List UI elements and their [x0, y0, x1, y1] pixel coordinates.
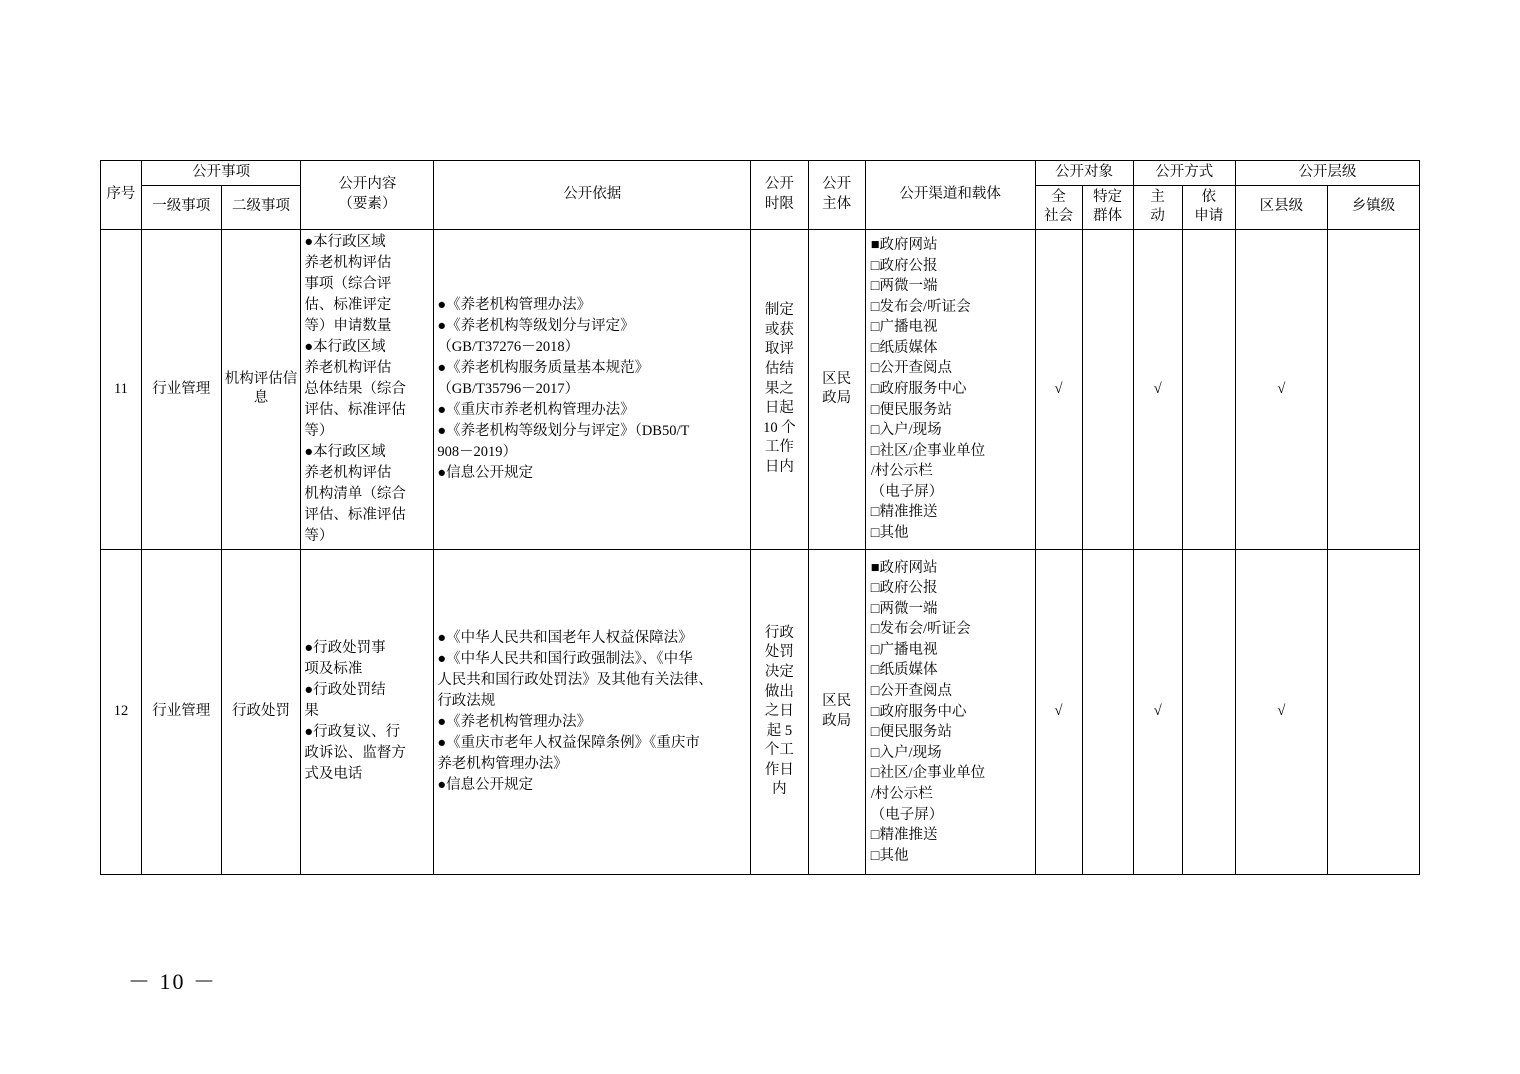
channel-item	[869, 558, 1032, 579]
content-line: 项及标准	[304, 661, 363, 678]
time-line: 处罚	[764, 644, 794, 661]
channel-label: 广播电视	[879, 641, 938, 658]
channel-label: 入户/现场	[879, 744, 942, 761]
channel-item	[869, 338, 1032, 359]
content-line: 估、标准评定	[304, 296, 392, 313]
cell-level-district: √	[1235, 549, 1327, 874]
header-channel: 公开渠道和载体	[865, 161, 1035, 230]
header-audience-specific-line1: 特定	[1093, 188, 1123, 205]
channel-label: （电子屏）	[870, 806, 944, 823]
channel-item	[869, 825, 1032, 846]
time-line: 内	[772, 781, 787, 798]
header-time-line2: 时限	[764, 195, 794, 212]
header-seq	[101, 161, 142, 230]
page-number: － 10 －	[128, 969, 218, 994]
channel-item	[869, 358, 1032, 379]
cell-level2-text: 机构评估信息	[224, 370, 298, 407]
checkbox-icon[interactable]: □	[870, 724, 880, 741]
checkbox-icon[interactable]: □	[870, 401, 880, 418]
cell-time-limit	[751, 549, 808, 874]
header-public-items: 公开事项	[141, 161, 301, 186]
time-line: 决定	[764, 664, 794, 681]
header-audience-all-line1: 全	[1051, 188, 1066, 205]
cell-level1-text: 行业管理	[152, 380, 211, 397]
channel-label: 发布会/听证会	[879, 621, 971, 638]
channel-item	[869, 660, 1032, 681]
channel-label: 公开查阅点	[879, 360, 953, 377]
content-line: ●本行政区域	[304, 443, 386, 460]
header-level1-text: 一级事项	[152, 198, 211, 215]
header-level: 公开层级	[1235, 161, 1419, 186]
header-content-line1: 公开内容	[338, 176, 397, 193]
channel-item	[869, 256, 1032, 277]
basis-line: ●《中华人民共和国老年人权益保障法》	[437, 629, 693, 646]
content-line: 机构清单（综合	[304, 485, 406, 502]
cell-seq: 11	[101, 229, 142, 549]
basis-line: （GB/T37276－2018）	[437, 338, 580, 355]
channel-item	[869, 235, 1032, 256]
basis-line: 行政法规	[437, 692, 496, 709]
checkbox-icon[interactable]: □	[870, 621, 880, 638]
header-method-apply	[1182, 185, 1235, 229]
content-line: 总体结果（综合	[304, 380, 406, 397]
header-audience-all-line2: 社会	[1044, 208, 1074, 225]
cell-audience-all: √	[1035, 549, 1082, 874]
header-audience-all	[1035, 185, 1082, 229]
channel-item	[869, 784, 1032, 805]
time-line: 行政	[764, 624, 794, 641]
header-level-town: 乡镇级	[1327, 185, 1419, 229]
channel-item	[869, 317, 1032, 338]
subject-line: 区民	[822, 370, 852, 387]
content-line: ●行政复议、行	[304, 724, 401, 741]
channel-item	[869, 619, 1032, 640]
basis-line: ●《中华人民共和国行政强制法》、《中华	[437, 650, 693, 667]
checkbox-icon[interactable]: □	[870, 278, 880, 295]
time-line: 之日	[764, 703, 794, 720]
header-audience-specific-line2: 群体	[1093, 208, 1123, 225]
channel-item	[869, 743, 1032, 764]
header-audience-specific	[1082, 185, 1133, 229]
checkbox-icon[interactable]: □	[870, 257, 880, 274]
time-line: 果之	[764, 380, 794, 397]
channel-label: 两微一端	[879, 600, 938, 617]
checkbox-icon[interactable]: □	[870, 360, 880, 377]
channel-item	[869, 763, 1032, 784]
channel-item	[869, 461, 1032, 482]
cell-method-active: √	[1133, 229, 1182, 549]
channel-item	[869, 846, 1032, 867]
content-line: 养老机构评估	[304, 254, 392, 271]
channel-item	[869, 379, 1032, 400]
channel-label: 两微一端	[879, 278, 938, 295]
cell-level-town	[1327, 229, 1419, 549]
header-seq-line1: 序号	[106, 186, 136, 203]
content-line: 等）申请数量	[304, 317, 392, 334]
basis-line: 908－2019）	[437, 443, 518, 460]
checkbox-icon[interactable]: □	[870, 827, 880, 844]
content-line: 等）	[304, 422, 334, 439]
basis-list	[437, 628, 747, 796]
channel-label: 其他	[879, 525, 909, 542]
basis-line: ●《养老机构等级划分与评定》（DB50/T	[437, 422, 690, 439]
header-method-active-line1: 主	[1150, 188, 1165, 205]
channel-item	[869, 640, 1032, 661]
content-list	[304, 638, 430, 785]
cell-subject	[808, 549, 865, 874]
cell-level2	[221, 229, 301, 549]
cell-seq: 12	[101, 549, 142, 874]
checkbox-icon[interactable]: □	[870, 765, 880, 782]
basis-line: 人民共和国行政处罚法》及其他有关法律、	[437, 671, 713, 688]
cell-basis	[434, 549, 751, 874]
channel-label: 精准推送	[879, 827, 938, 844]
channel-label: 纸质媒体	[879, 662, 938, 679]
channel-item	[869, 400, 1032, 421]
basis-line: ●信息公开规定	[437, 776, 534, 793]
cell-level1	[141, 229, 221, 549]
channel-label: 便民服务站	[879, 724, 953, 741]
cell-audience-all: √	[1035, 229, 1082, 549]
channel-label: 公开查阅点	[879, 683, 953, 700]
content-line: ●本行政区域	[304, 338, 386, 355]
content-line: 养老机构评估	[304, 464, 392, 481]
channel-item	[869, 420, 1032, 441]
checkbox-icon[interactable]: □	[870, 422, 880, 439]
header-content-line2: （要素）	[338, 195, 397, 212]
checkbox-icon[interactable]: □	[870, 600, 880, 617]
disclosure-table-wrapper	[100, 160, 1420, 875]
header-audience: 公开对象	[1035, 161, 1133, 186]
header-method-apply-line2: 申请	[1194, 208, 1224, 225]
table-body	[101, 229, 1420, 874]
table-row	[101, 229, 1420, 549]
header-method: 公开方式	[1133, 161, 1235, 186]
channel-item	[869, 523, 1032, 544]
checkbox-icon[interactable]: ■	[870, 559, 880, 576]
content-line: ●本行政区域	[304, 233, 386, 250]
time-line: 或获	[764, 321, 794, 338]
header-content	[301, 161, 434, 230]
checkbox-icon[interactable]: □	[870, 580, 880, 597]
time-line: 起 5	[766, 722, 793, 739]
basis-line: ●《养老机构管理办法》	[437, 296, 592, 313]
cell-level2-text: 行政处罚	[232, 703, 291, 720]
cell-time-limit	[751, 229, 808, 549]
cell-level-district: √	[1235, 229, 1327, 549]
header-method-active	[1133, 185, 1182, 229]
channel-item	[869, 441, 1032, 462]
cell-channel	[865, 229, 1035, 549]
cell-level2	[221, 549, 301, 874]
header-method-apply-line1: 依	[1201, 188, 1217, 205]
header-method-active-line2: 动	[1150, 208, 1165, 225]
checkbox-icon[interactable]: □	[870, 381, 880, 398]
cell-basis	[434, 229, 751, 549]
checkbox-icon[interactable]: □	[870, 339, 880, 356]
basis-line: ●信息公开规定	[437, 464, 534, 481]
cell-content	[301, 229, 434, 549]
header-subject-line2: 主体	[822, 195, 852, 212]
channel-item	[869, 578, 1032, 599]
content-line: 政诉讼、监督方	[304, 745, 406, 762]
content-list	[304, 232, 430, 547]
disclosure-table	[100, 160, 1420, 875]
channel-item	[869, 482, 1032, 503]
content-line: 式及电话	[304, 766, 363, 783]
channel-label: 政府服务中心	[879, 703, 967, 720]
cell-method-apply	[1182, 549, 1235, 874]
channel-label: 便民服务站	[879, 401, 953, 418]
checkbox-icon[interactable]: □	[870, 744, 880, 761]
basis-line: 养老机构管理办法》	[437, 755, 568, 772]
checkbox-icon[interactable]: □	[870, 683, 880, 700]
basis-line: ●《重庆市养老机构管理办法》	[437, 401, 635, 418]
cell-level-town	[1327, 549, 1419, 874]
channel-label: 发布会/听证会	[879, 298, 971, 315]
checkbox-icon[interactable]: □	[870, 847, 880, 864]
cell-method-active: √	[1133, 549, 1182, 874]
channel-label: （电子屏）	[870, 483, 944, 500]
channel-list	[869, 235, 1032, 544]
channel-label: 社区/企事业单位	[879, 442, 986, 459]
channel-item	[869, 599, 1032, 620]
header-level-district: 区县级	[1235, 185, 1327, 229]
basis-line: （GB/T35796－2017）	[437, 380, 580, 397]
header-level1	[141, 185, 221, 229]
channel-label: 政府公报	[879, 580, 938, 597]
basis-line: ●《养老机构服务质量基本规范》	[437, 359, 650, 376]
header-level2-text: 二级事项	[232, 198, 291, 215]
header-subject	[808, 161, 865, 230]
content-line: 评估、标准评估	[304, 506, 406, 523]
time-line: 日起	[764, 400, 794, 417]
basis-line: ●《养老机构等级划分与评定》	[437, 317, 635, 334]
time-line: 制定	[764, 302, 794, 319]
channel-item	[869, 297, 1032, 318]
checkbox-icon[interactable]: □	[870, 504, 880, 521]
checkbox-icon[interactable]: □	[870, 442, 880, 459]
cell-channel	[865, 549, 1035, 874]
checkbox-icon[interactable]: ■	[870, 236, 880, 253]
content-line: ●行政处罚事	[304, 640, 386, 657]
content-line: 养老机构评估	[304, 359, 392, 376]
time-line: 日内	[764, 458, 794, 475]
header-row-1	[101, 161, 1420, 186]
content-line: 评估、标准评估	[304, 401, 406, 418]
channel-label: 其他	[879, 847, 909, 864]
channel-label: 政府服务中心	[879, 381, 967, 398]
time-line: 工作	[764, 439, 794, 456]
time-line: 取评	[764, 341, 794, 358]
checkbox-icon[interactable]: □	[870, 641, 880, 658]
cell-method-apply	[1182, 229, 1235, 549]
channel-label: 入户/现场	[879, 422, 942, 439]
content-line: 等）	[304, 527, 334, 544]
basis-line: ●《养老机构管理办法》	[437, 713, 592, 730]
subject-line: 政局	[822, 712, 852, 729]
cell-level1-text: 行业管理	[152, 703, 211, 720]
channel-item	[869, 805, 1032, 826]
content-line: 事项（综合评	[304, 275, 392, 292]
header-time-limit	[751, 161, 808, 230]
channel-item	[869, 502, 1032, 523]
basis-list	[437, 295, 747, 484]
channel-label: /村公示栏	[870, 463, 933, 480]
header-subject-line1: 公开	[822, 176, 852, 193]
channel-item	[869, 681, 1032, 702]
subject-line: 区民	[822, 693, 852, 710]
content-line: 果	[304, 703, 319, 720]
cell-subject	[808, 229, 865, 549]
channel-label: 广播电视	[879, 319, 938, 336]
time-line: 估结	[764, 360, 794, 377]
cell-content	[301, 549, 434, 874]
time-line: 作日	[764, 761, 794, 778]
table-row	[101, 549, 1420, 874]
channel-label: /村公示栏	[870, 785, 933, 802]
channel-label: 社区/企事业单位	[879, 765, 986, 782]
table-header	[101, 161, 1420, 230]
cell-level1	[141, 549, 221, 874]
channel-label: 政府公报	[879, 257, 938, 274]
channel-item	[869, 276, 1032, 297]
time-line: 做出	[764, 683, 794, 700]
channel-label: 政府网站	[879, 236, 938, 253]
header-level2	[221, 185, 301, 229]
channel-list	[869, 558, 1032, 867]
channel-item	[869, 722, 1032, 743]
subject-line: 政局	[822, 390, 852, 407]
channel-label: 纸质媒体	[879, 339, 938, 356]
cell-audience-specific	[1082, 229, 1133, 549]
header-time-line1: 公开	[764, 176, 794, 193]
basis-line: ●《重庆市老年人权益保障条例》《重庆市	[437, 734, 700, 751]
checkbox-icon[interactable]: □	[870, 319, 880, 336]
channel-item	[869, 702, 1032, 723]
channel-label: 政府网站	[879, 559, 938, 576]
time-line: 个工	[764, 742, 794, 759]
content-line: ●行政处罚结	[304, 682, 386, 699]
checkbox-icon[interactable]: □	[870, 525, 880, 542]
cell-audience-specific	[1082, 549, 1133, 874]
header-basis: 公开依据	[434, 161, 751, 230]
time-line: 10 个	[763, 419, 796, 436]
checkbox-icon[interactable]: □	[870, 298, 880, 315]
channel-label: 精准推送	[879, 504, 938, 521]
checkbox-icon[interactable]: □	[870, 662, 880, 679]
checkbox-icon[interactable]: □	[870, 703, 880, 720]
